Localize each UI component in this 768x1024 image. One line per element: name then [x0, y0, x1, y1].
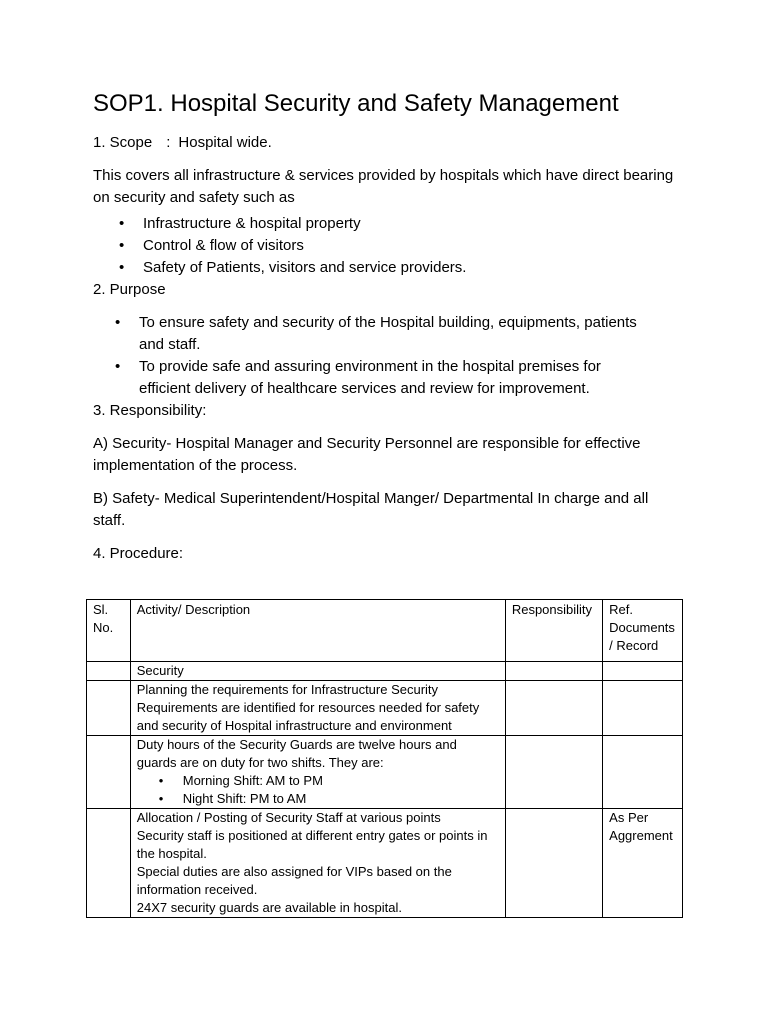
coverage-text: This covers all infrastructure & services provided by hospitals which have direct bearing on security and safety such as	[93, 167, 674, 206]
procedure-table	[86, 599, 683, 918]
column-header-ref-documents: Ref. Documents / Record	[603, 600, 683, 662]
column-header-sl-no: Sl. No.	[87, 600, 131, 662]
cell-responsibility	[505, 809, 602, 918]
cell-activity: Allocation / Posting of Security Staff at various points Security staff is positioned at different entry gates or points in the hospital. Special duties are also assigned for VIPs based on the information received. 24X7 security guards are available in hospital.	[130, 809, 505, 918]
table-row	[87, 662, 683, 681]
table-header-row	[87, 600, 683, 662]
table-row	[87, 809, 683, 918]
cell-sl	[87, 809, 131, 918]
bullet-icon: •	[115, 358, 121, 375]
bullet-icon: •	[119, 237, 125, 254]
bullet-icon: •	[119, 259, 125, 276]
list-item: • Night Shift: PM to AM	[158, 791, 307, 806]
list-item: • Control & flow of visitors	[93, 235, 693, 257]
cell-ref: As Per Aggrement	[603, 809, 683, 918]
scope-value: Hospital wide.	[178, 134, 272, 151]
cell-ref	[603, 662, 683, 681]
bullet-icon: •	[119, 215, 125, 232]
cell-responsibility	[505, 681, 602, 736]
purpose-heading: 2. Purpose	[93, 281, 166, 298]
bullet-icon: •	[158, 773, 164, 788]
scope-label: 1. Scope	[93, 134, 153, 151]
table-row	[87, 736, 683, 809]
cell-activity: Duty hours of the Security Guards are twelve hours and guards are on duty for two shifts. They are: • Morning Shift: AM to PM • Night Shift: PM to AM	[130, 736, 505, 809]
cell-sl	[87, 736, 131, 809]
shift-list	[137, 772, 499, 808]
column-header-activity: Activity/ Description	[130, 600, 505, 662]
cell-activity: Planning the requirements for Infrastructure Security Requirements are identified for resources needed for safety and security of Hospital infrastructure and environment	[130, 681, 505, 736]
column-header-responsibility: Responsibility	[505, 600, 602, 662]
scope-separator: :	[166, 134, 171, 151]
list-item: • Safety of Patients, visitors and service providers.	[93, 257, 693, 279]
responsibility-safety: B) Safety- Medical Superintendent/Hospital Manger/ Departmental In charge and all staff.	[93, 490, 649, 529]
list-item: • To provide safe and assuring environment in the hospital premises for efficient delivery of healthcare services and review for improvement.	[115, 358, 601, 397]
document-body	[93, 88, 693, 565]
table-row	[87, 681, 683, 736]
procedure-heading: 4. Procedure:	[93, 545, 184, 562]
list-item: • Infrastructure & hospital property	[93, 213, 693, 235]
responsibility-heading: 3. Responsibility:	[93, 402, 207, 419]
scope-line	[93, 132, 693, 154]
coverage-list	[93, 213, 693, 279]
responsibility-security: A) Security- Hospital Manager and Security Personnel are responsible for effective implementation of the process.	[93, 435, 641, 474]
cell-sl	[87, 662, 131, 681]
bullet-icon: •	[158, 791, 164, 806]
cell-ref	[603, 681, 683, 736]
document-title: SOP1. Hospital Security and Safety Management	[93, 90, 619, 117]
list-item: • Morning Shift: AM to PM	[158, 773, 323, 788]
list-item: • To ensure safety and security of the Hospital building, equipments, patients and staff.	[115, 314, 637, 353]
cell-sl	[87, 681, 131, 736]
cell-responsibility	[505, 662, 602, 681]
cell-activity: Security	[130, 662, 505, 681]
purpose-list	[93, 312, 653, 400]
bullet-icon: •	[115, 314, 121, 331]
cell-responsibility	[505, 736, 602, 809]
cell-ref	[603, 736, 683, 809]
